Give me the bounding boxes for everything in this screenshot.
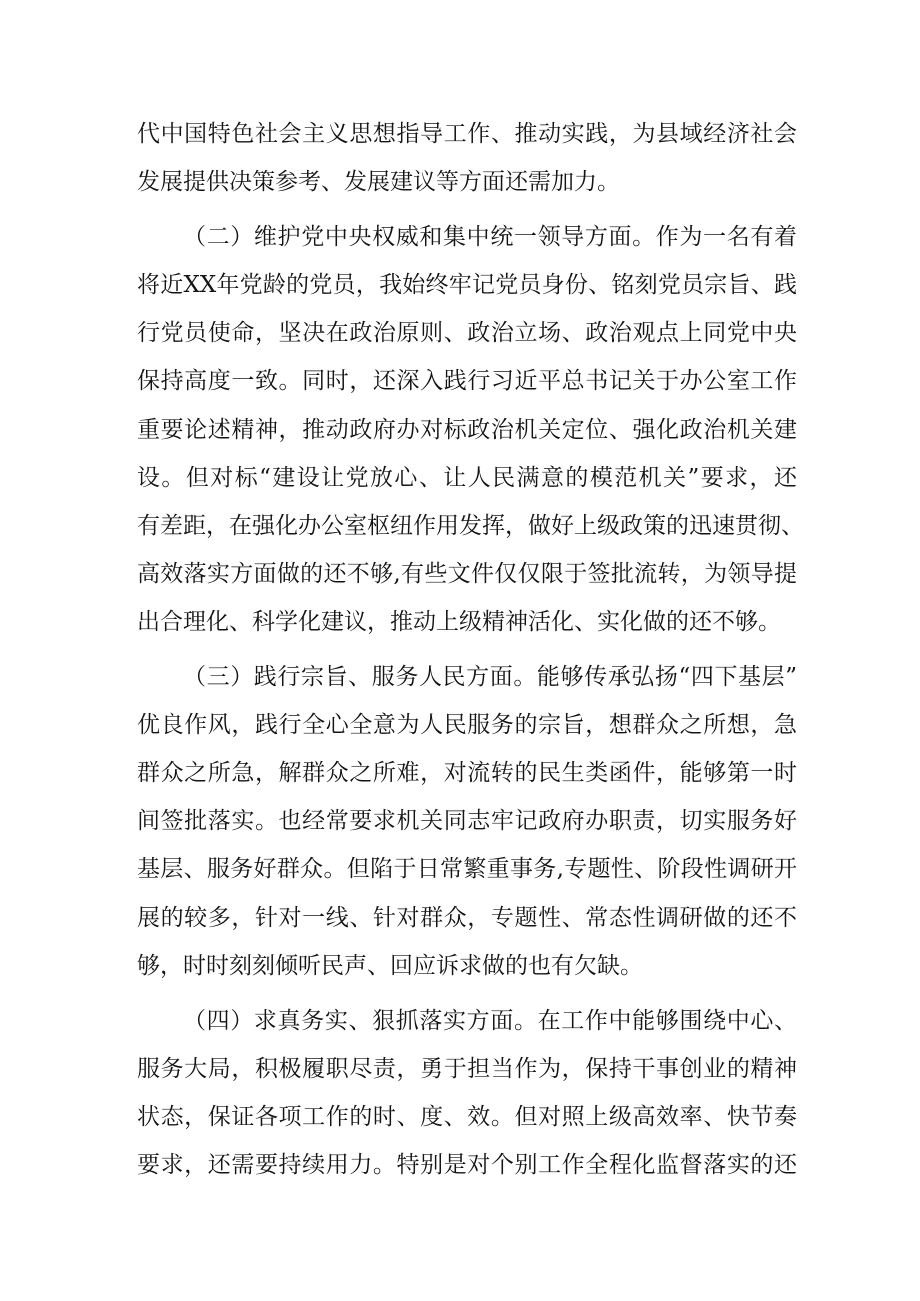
section-heading-line: （二）维护党中央权威和集中统一领导方面。作为一名有着: [183, 224, 797, 251]
text-line: 要求，还需要持续用力。特别是对个别工作全程化监督落实的还: [137, 1151, 797, 1178]
paragraph-section-four: [137, 997, 797, 1189]
paragraph-continuation: [137, 110, 797, 206]
text-line: 间签批落实。也经常要求机关同志牢记政府办职责，切实服务好: [137, 808, 797, 835]
paragraph-section-three: [137, 653, 797, 990]
text-line: 展的较多，针对一线、针对群众，专题性、常态性调研做的还不: [137, 904, 797, 931]
text-line: 有差距，在强化办公室枢纽作用发挥，做好上级政策的迅速贯彻、: [137, 512, 804, 539]
text-line: 群众之所急，解群众之所难，对流转的民生类函件，能够第一时: [137, 760, 797, 787]
document-body: [137, 110, 804, 1189]
text-line: 优良作风，践行全心全意为人民服务的宗旨，想群众之所想，急: [137, 712, 797, 739]
text-line: 够，时时刻刻倾听民声、回应诉求做的也有欠缺。: [137, 952, 643, 979]
section-heading-line: （三）践行宗旨、服务人民方面。能够传承弘扬“四下基层”: [183, 664, 797, 691]
text-line: 发展提供决策参考、发展建议等方面还需加力。: [137, 169, 620, 196]
text-line: 将近XX年党龄的党员，我始终牢记党员身份、铭刻党员宗旨、践: [137, 272, 797, 299]
text-line: 代中国特色社会主义思想指导工作、推动实践，为县域经济社会: [137, 121, 797, 147]
text-line: 基层、服务好群众。但陷于日常繁重事务,专题性、阶段性调研开: [137, 856, 797, 883]
text-line: 服务大局，积极履职尽责，勇于担当作为，保持干事创业的精神: [137, 1055, 797, 1082]
text-line: 状态，保证各项工作的时、度、效。但对照上级高效率、快节奏: [137, 1103, 797, 1130]
text-line: 高效落实方面做的还不够,有些文件仅仅限于签批流转，为领导提: [137, 560, 797, 587]
section-heading-line: （四）求真务实、狠抓落实方面。在工作中能够围绕中心、: [183, 1007, 797, 1034]
text-line: 重要论述精神，推动政府办对标政治机关定位、强化政治机关建: [137, 416, 797, 443]
text-line: 设。但对标“建设让党放心、让人民满意的模范机关”要求，还: [137, 464, 797, 491]
text-line: 行党员使命，坚决在政治原则、政治立场、政治观点上同党中央: [137, 320, 797, 347]
paragraph-section-two: [137, 213, 804, 646]
text-line: 保持高度一致。同时，还深入践行习近平总书记关于办公室工作: [137, 368, 797, 395]
text-line: 出合理化、科学化建议，推动上级精神活化、实化做的还不够。: [137, 608, 781, 635]
